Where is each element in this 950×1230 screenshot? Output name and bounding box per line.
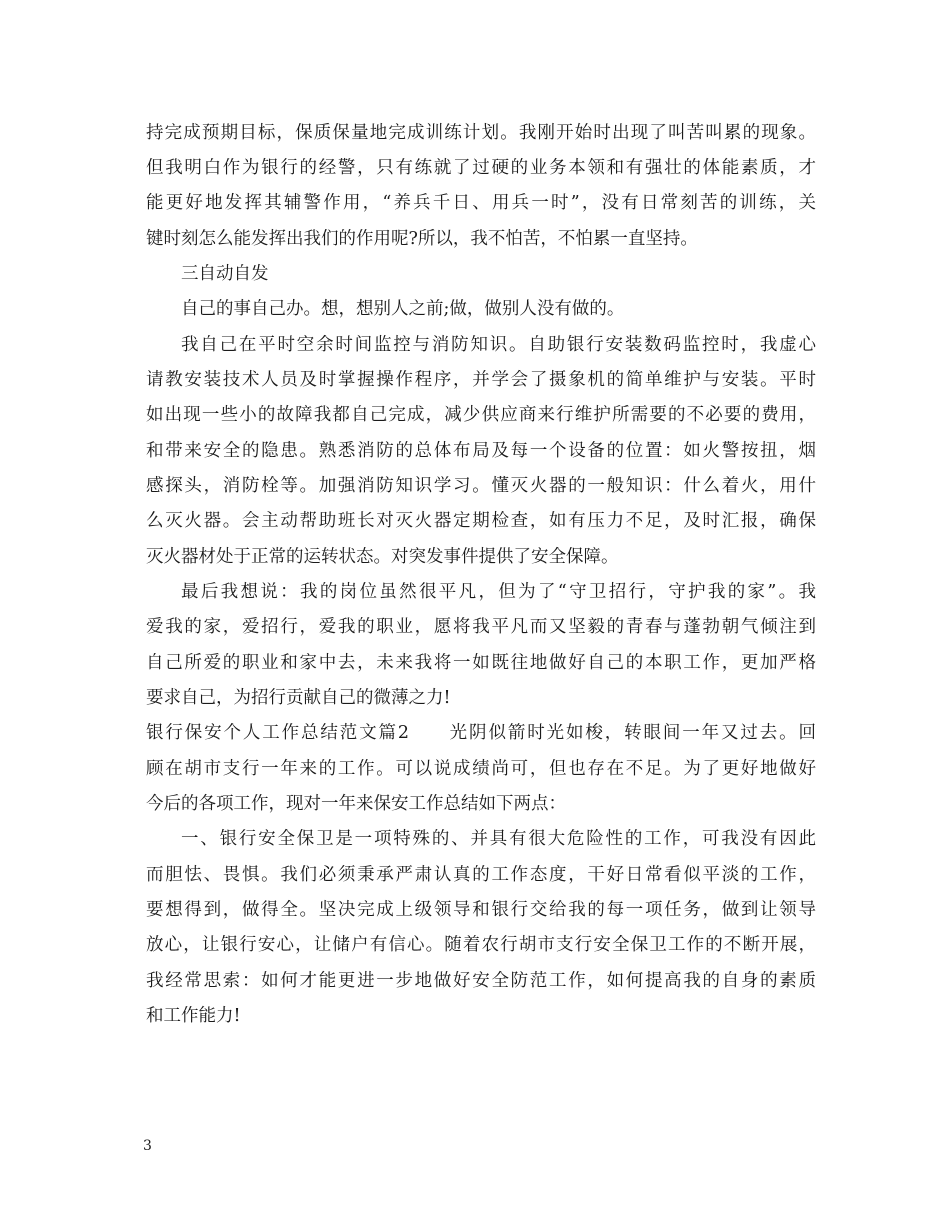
- text-line: 键时刻怎么能发挥出我们的作用呢?所以，我不怕苦，不怕累一直坚持。: [146, 229, 698, 249]
- text-line: 和带来安全的隐患。熟悉消防的总体布局及每一个设备的位置：如火警按扭，烟: [146, 441, 816, 461]
- text-line: 自己所爱的职业和家中去，未来我将一如既往地做好自己的本职工作，更加严格: [146, 653, 816, 673]
- text-line: 爱我的家，爱招行，爱我的职业，愿将我平凡而又坚毅的青春与蓬勃朝气倾注到: [146, 617, 816, 637]
- text-line: 自己的事自己办。想，想别人之前;做，做别人没有做的。: [181, 299, 625, 319]
- section-heading: 三自动自发: [181, 264, 269, 284]
- text-line: 要想得到，做得全。坚决完成上级领导和银行交给我的每一项任务，做到让领导: [146, 900, 816, 920]
- text-line: 和工作能力!: [146, 1006, 241, 1026]
- text-line: 我经常思索：如何才能更进一步地做好安全防范工作，如何提高我的自身的素质: [146, 971, 816, 991]
- text-line: 放心，让银行安心，让储户有信心。随着农行胡市支行安全保卫工作的不断开展，: [146, 935, 816, 955]
- text-line: 灭火器材处于正常的运转状态。对突发事件提供了安全保障。: [146, 547, 619, 567]
- text-line: 能更好地发挥其辅警作用，“养兵千日、用兵一时”，没有日常刻苦的训练，关: [146, 193, 816, 213]
- text-line: 而胆怯、畏惧。我们必须秉承严肃认真的工作态度，干好日常看似平淡的工作，: [146, 865, 816, 885]
- text-line: 我自己在平时空余时间监控与消防知识。自助银行安装数码监控时，我虚心: [181, 335, 816, 355]
- text-line: 感探头，消防栓等。加强消防知识学习。懂灭火器的一般知识：什么着火，用什: [146, 476, 816, 496]
- text-line: 一、银行安全保卫是一项特殊的、并具有很大危险性的工作，可我没有因此: [181, 829, 816, 849]
- text-line: 请教安装技术人员及时掌握操作程序，并学会了摄象机的简单维护与安装。平时: [146, 370, 816, 390]
- text-line: 最后我想说：我的岗位虽然很平凡，但为了“守卫招行，守护我的家”。我: [181, 582, 816, 602]
- text-line: 但我明白作为银行的经警，只有练就了过硬的业务本领和有强壮的体能素质，才: [146, 158, 816, 178]
- article-title-line: 银行保安个人工作总结范文篇2 光阴似箭时光如梭，转眼间一年又过去。回: [146, 723, 816, 743]
- text-line: 么灭火器。会主动帮助班长对灭火器定期检查，如有压力不足，及时汇报，确保: [146, 511, 816, 531]
- text-line: 今后的各项工作，现对一年来保安工作总结如下两点：: [146, 794, 566, 814]
- page-number: 3: [143, 1138, 152, 1154]
- text-line: 持完成预期目标，保质保量地完成训练计划。我刚开始时出现了叫苦叫累的现象。: [146, 123, 816, 143]
- text-line: 如出现一些小的故障我都自己完成，减少供应商来行维护所需要的不必要的费用，: [146, 405, 816, 425]
- text-line: 要求自己，为招行贡献自己的微薄之力!: [146, 688, 451, 708]
- text-line: 顾在胡市支行一年来的工作。可以说成绩尚可，但也存在不足。为了更好地做好: [146, 759, 816, 779]
